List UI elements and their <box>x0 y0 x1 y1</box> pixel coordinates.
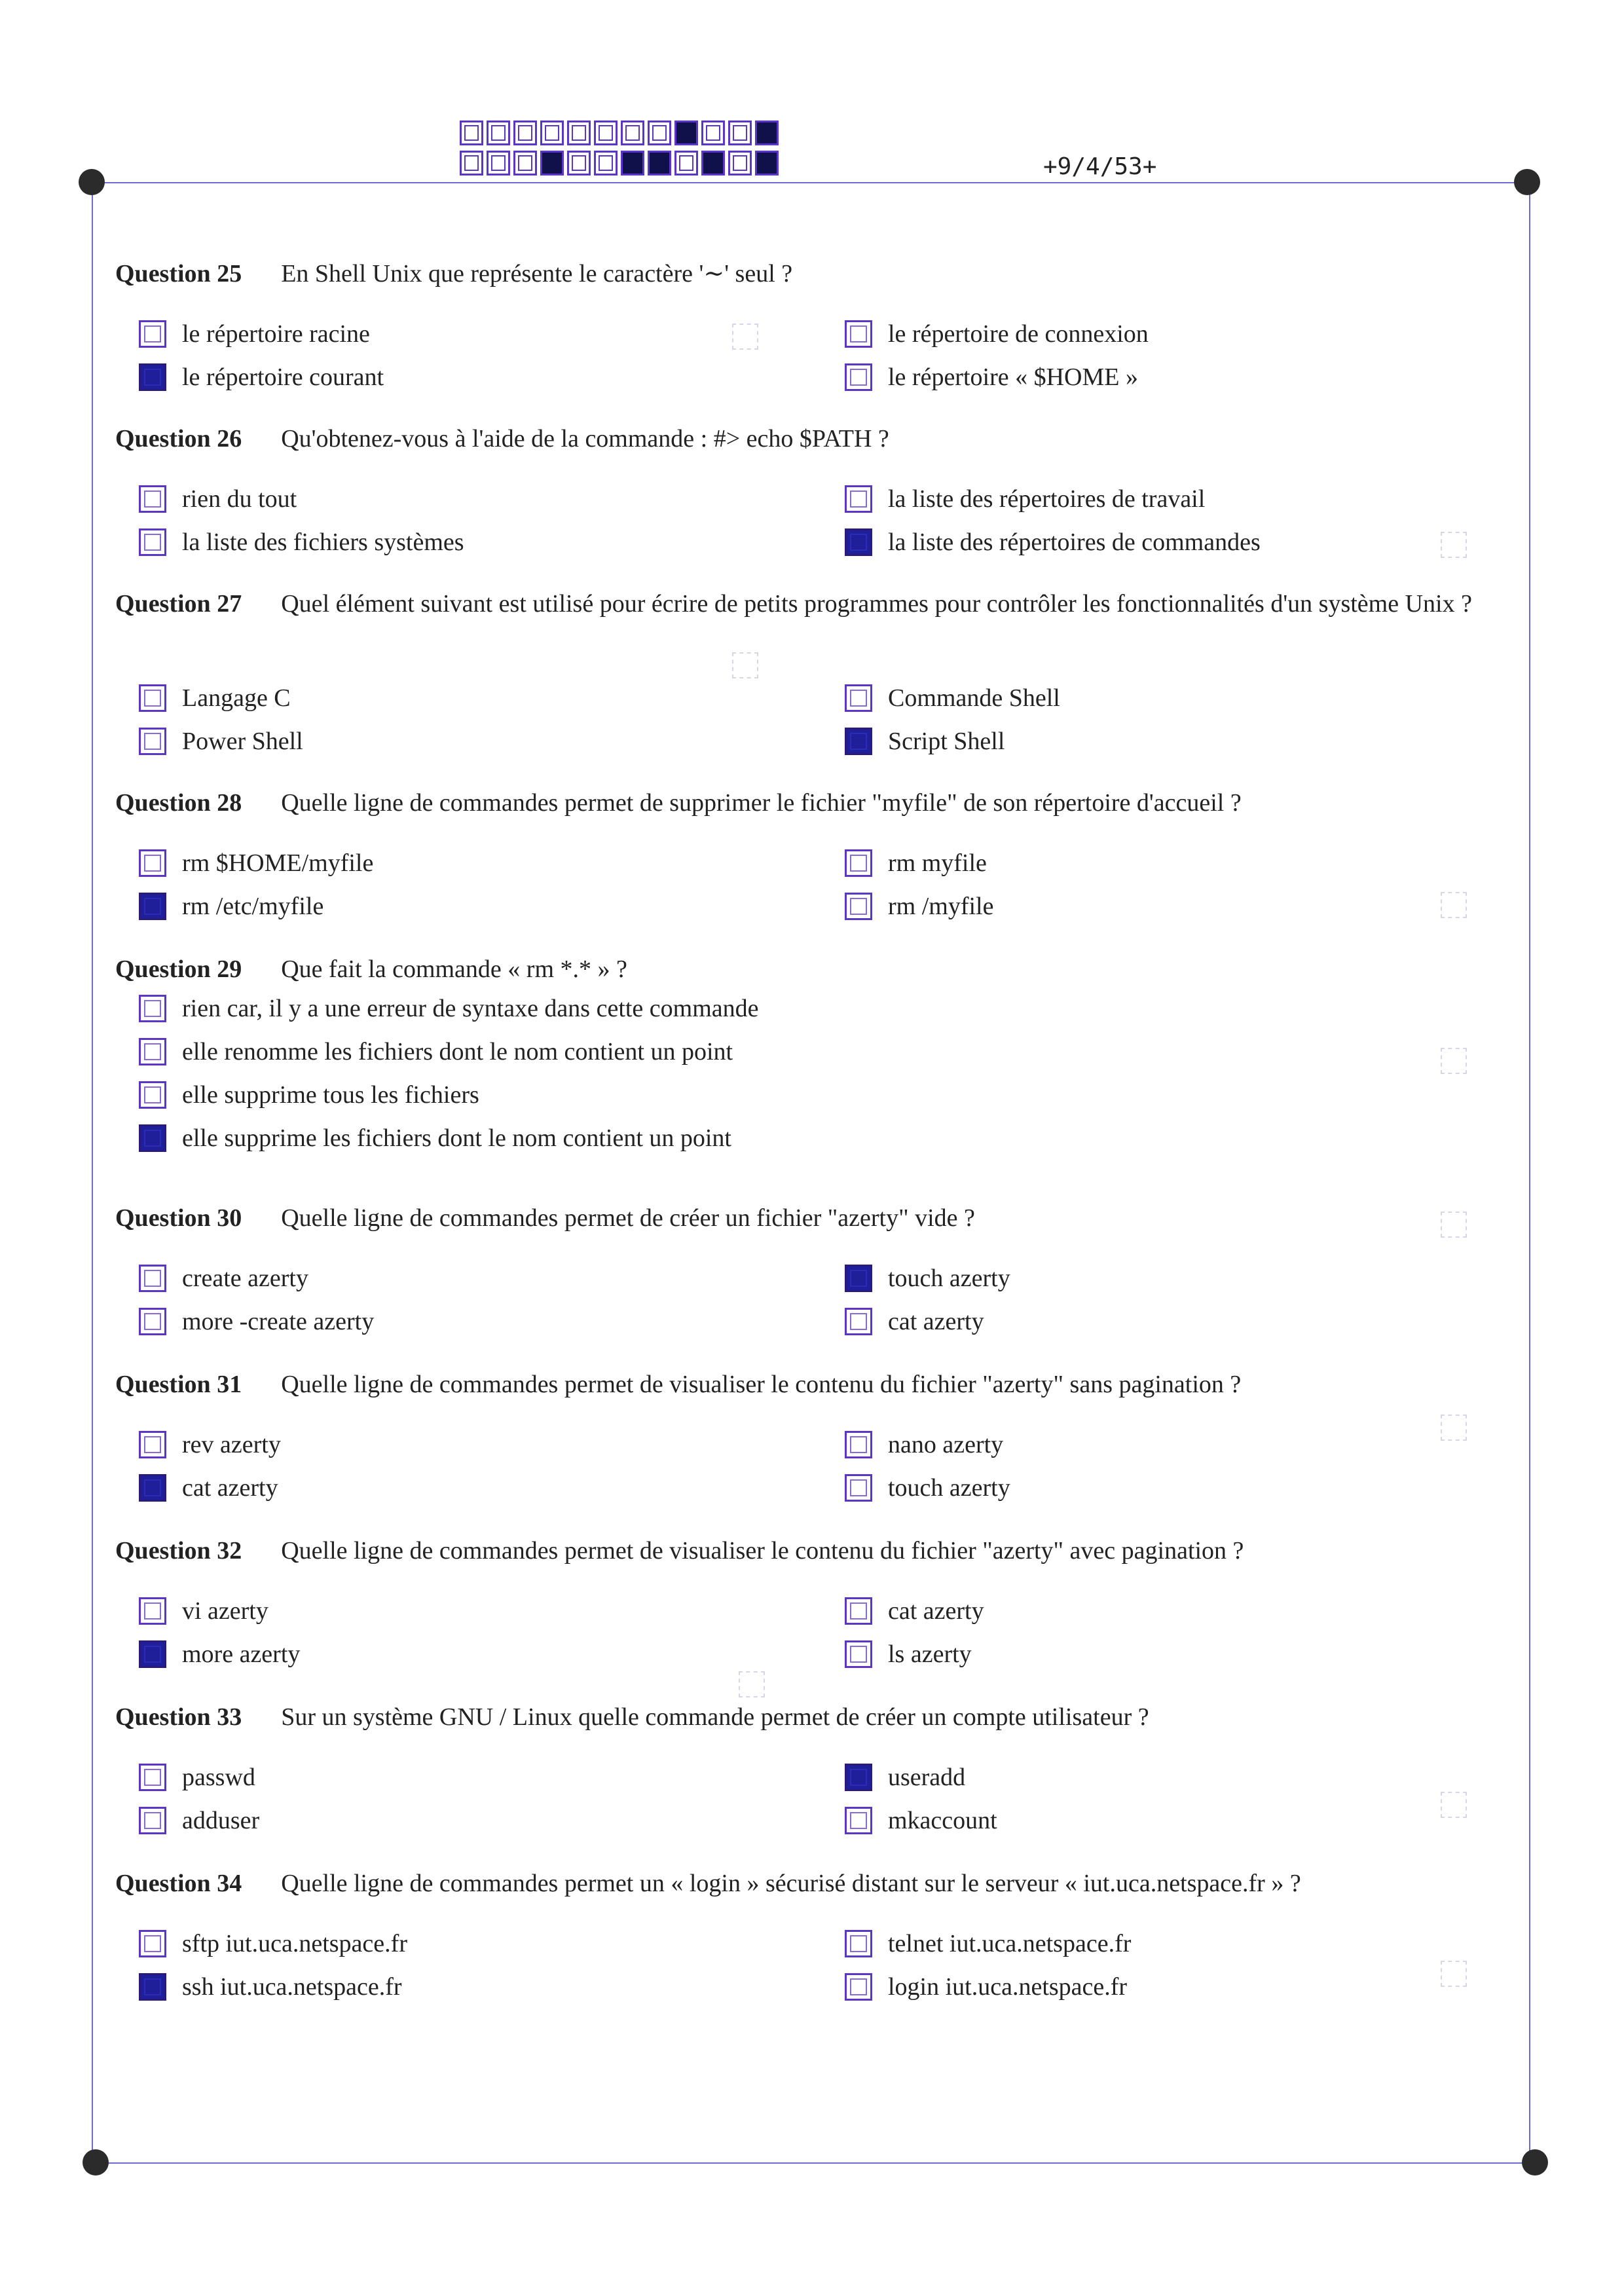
checkbox[interactable] <box>139 995 166 1022</box>
answer-text: cat azerty <box>888 1597 984 1625</box>
answer-text: rm $HOME/myfile <box>182 849 374 877</box>
page-code: +9/4/53+ <box>1043 153 1157 180</box>
id-box <box>674 120 698 145</box>
answer-text: rm /etc/myfile <box>182 893 324 920</box>
question-27 <box>115 587 1504 621</box>
id-box <box>540 151 564 176</box>
question-34 <box>115 1866 1504 1900</box>
id-boxes-row-2 <box>460 151 782 176</box>
answer-option[interactable] <box>139 1122 731 1154</box>
answer-option[interactable] <box>845 682 1060 714</box>
checkbox[interactable] <box>139 1038 166 1065</box>
checked-checkbox[interactable] <box>845 1265 872 1292</box>
answer-option[interactable] <box>139 1928 407 1959</box>
id-box <box>674 151 698 176</box>
answer-text: rm myfile <box>888 849 987 877</box>
answer-option[interactable] <box>139 1306 374 1337</box>
question-28 <box>115 786 1504 820</box>
answer-option[interactable] <box>139 1971 402 2003</box>
checkbox[interactable] <box>845 363 872 391</box>
question-text: Quelle ligne de commandes permet un « login » sécurisé distant sur le serveur « iut.uca.netspace.fr » ? <box>281 1870 1301 1897</box>
answer-text: nano azerty <box>888 1431 1004 1458</box>
answer-option[interactable] <box>845 1971 1127 2003</box>
corner-mark-top-right <box>1514 169 1540 195</box>
checkbox[interactable] <box>845 1431 872 1458</box>
id-box <box>567 151 591 176</box>
answer-text: ssh iut.uca.netspace.fr <box>182 1973 402 2001</box>
checkbox[interactable] <box>139 1081 166 1109</box>
id-box <box>594 151 618 176</box>
checkbox[interactable] <box>845 1930 872 1957</box>
id-box <box>728 151 752 176</box>
id-box <box>621 151 644 176</box>
scan-mark <box>1441 1792 1467 1818</box>
answer-text: Langage C <box>182 684 291 712</box>
checkbox[interactable] <box>845 1474 872 1502</box>
id-box <box>701 151 725 176</box>
checkbox[interactable] <box>845 1807 872 1834</box>
checked-checkbox[interactable] <box>139 893 166 920</box>
answer-text: touch azerty <box>888 1265 1010 1292</box>
answer-text: sftp iut.uca.netspace.fr <box>182 1930 407 1957</box>
checked-checkbox[interactable] <box>845 728 872 755</box>
answer-option[interactable] <box>139 527 464 558</box>
answer-option[interactable] <box>139 483 297 515</box>
answer-text: elle supprime les fichiers dont le nom contient un point <box>182 1124 731 1152</box>
checkbox[interactable] <box>845 893 872 920</box>
answer-option[interactable] <box>845 1472 1010 1504</box>
question-label: Question 25 <box>115 260 242 287</box>
frame-top <box>92 182 1529 183</box>
checkbox[interactable] <box>139 485 166 513</box>
question-25 <box>115 257 1504 291</box>
id-box <box>460 151 483 176</box>
answer-text: touch azerty <box>888 1474 1010 1502</box>
question-label: Question 34 <box>115 1870 242 1897</box>
answer-text: ls azerty <box>888 1640 972 1668</box>
checkbox[interactable] <box>845 1973 872 2001</box>
answer-text: cat azerty <box>182 1474 278 1502</box>
checkbox[interactable] <box>845 1308 872 1335</box>
id-box <box>701 120 725 145</box>
checkbox[interactable] <box>845 1597 872 1625</box>
answer-option[interactable] <box>845 1429 1003 1460</box>
answer-text: useradd <box>888 1764 966 1791</box>
answer-option[interactable] <box>845 1639 972 1670</box>
scan-mark <box>732 324 758 350</box>
checkbox[interactable] <box>139 1597 166 1625</box>
answer-option[interactable] <box>139 1595 268 1627</box>
answer-option[interactable] <box>845 527 1261 558</box>
answer-option[interactable] <box>139 1079 479 1111</box>
checkbox[interactable] <box>139 684 166 712</box>
id-box <box>648 120 671 145</box>
checkbox[interactable] <box>139 1807 166 1834</box>
answer-text: elle renomme les fichiers dont le nom contient un point <box>182 1038 733 1065</box>
answer-text: le répertoire de connexion <box>888 320 1149 348</box>
question-26 <box>115 422 1504 456</box>
frame-bottom <box>95 2162 1536 2164</box>
frame-left <box>92 182 93 2164</box>
frame-right <box>1529 182 1530 2164</box>
checked-checkbox[interactable] <box>139 1124 166 1152</box>
answer-text: la liste des répertoires de commandes <box>888 528 1261 556</box>
answer-option[interactable] <box>845 891 993 922</box>
id-box <box>648 151 671 176</box>
scan-mark <box>1441 1961 1467 1987</box>
answer-option[interactable] <box>845 1306 984 1337</box>
answer-text: adduser <box>182 1807 260 1834</box>
answer-option[interactable] <box>139 1762 255 1793</box>
id-box <box>594 120 618 145</box>
answer-option[interactable] <box>845 361 1138 393</box>
question-label: Question 26 <box>115 425 242 453</box>
answer-text: rm /myfile <box>888 893 994 920</box>
answer-option[interactable] <box>845 1595 984 1627</box>
answer-option[interactable] <box>845 847 987 879</box>
scan-mark <box>1441 892 1467 918</box>
answer-option[interactable] <box>139 318 370 350</box>
answer-text: rev azerty <box>182 1431 281 1458</box>
scan-mark <box>732 652 758 678</box>
answer-text: more azerty <box>182 1640 301 1668</box>
question-text: Que fait la commande « rm *.* » ? <box>281 955 627 983</box>
corner-mark-bottom-left <box>83 2149 109 2176</box>
answer-option[interactable] <box>139 1036 733 1067</box>
answer-option[interactable] <box>139 1263 308 1294</box>
id-box <box>513 151 537 176</box>
id-box <box>728 120 752 145</box>
question-32 <box>115 1534 1504 1568</box>
id-box <box>513 120 537 145</box>
checkbox[interactable] <box>139 1930 166 1957</box>
checkbox[interactable] <box>139 320 166 348</box>
question-label: Question 27 <box>115 590 242 618</box>
id-box <box>755 120 779 145</box>
question-label: Question 31 <box>115 1371 242 1398</box>
answer-text: more -create azerty <box>182 1308 375 1335</box>
answer-text: mkaccount <box>888 1807 997 1834</box>
answer-text: elle supprime tous les fichiers <box>182 1081 479 1109</box>
answer-option[interactable] <box>139 1805 259 1836</box>
answer-text: create azerty <box>182 1265 308 1292</box>
question-text: Quelle ligne de commandes permet de visualiser le contenu du fichier "azerty" avec pagination ? <box>281 1537 1244 1565</box>
answer-option[interactable] <box>845 1263 1010 1294</box>
checkbox[interactable] <box>139 528 166 556</box>
question-text: En Shell Unix que représente le caractère '∼' seul ? <box>281 260 793 287</box>
scan-mark <box>1441 532 1467 558</box>
checkbox[interactable] <box>139 728 166 755</box>
checked-checkbox[interactable] <box>139 1973 166 2001</box>
answer-option[interactable] <box>845 1762 965 1793</box>
answer-text: telnet iut.uca.netspace.fr <box>888 1930 1132 1957</box>
question-text: Quelle ligne de commandes permet de supprimer le fichier "myfile" de son répertoire d'accueil ? <box>281 789 1242 817</box>
answer-text: vi azerty <box>182 1597 268 1625</box>
answer-text: rien car, il y a une erreur de syntaxe dans cette commande <box>182 995 759 1022</box>
checkbox[interactable] <box>845 320 872 348</box>
answer-text: la liste des fichiers systèmes <box>182 528 464 556</box>
answer-option[interactable] <box>139 993 759 1024</box>
question-29 <box>115 952 1504 986</box>
checkbox[interactable] <box>845 684 872 712</box>
id-box <box>460 120 483 145</box>
checkbox[interactable] <box>845 485 872 513</box>
question-label: Question 30 <box>115 1204 242 1232</box>
answer-text: le répertoire « $HOME » <box>888 363 1138 391</box>
question-text: Quelle ligne de commandes permet de visualiser le contenu du fichier "azerty" sans pagination ? <box>281 1371 1242 1398</box>
answer-option[interactable] <box>139 1472 278 1504</box>
checkbox[interactable] <box>845 849 872 877</box>
answer-option[interactable] <box>139 847 373 879</box>
answer-option[interactable] <box>845 318 1149 350</box>
corner-mark-bottom-right <box>1522 2149 1548 2176</box>
question-text: Quel élément suivant est utilisé pour écrire de petits programmes pour contrôler les fonctionnalités d'un système Unix ? <box>281 590 1472 618</box>
answer-option[interactable] <box>845 726 1005 757</box>
checked-checkbox[interactable] <box>139 363 166 391</box>
id-box <box>567 120 591 145</box>
answer-option[interactable] <box>139 361 384 393</box>
question-label: Question 32 <box>115 1537 242 1565</box>
corner-mark-top-left <box>79 169 105 195</box>
scan-mark <box>1441 1415 1467 1441</box>
question-33 <box>115 1700 1504 1734</box>
question-label: Question 29 <box>115 955 242 983</box>
id-box <box>621 120 644 145</box>
answer-option[interactable] <box>845 483 1205 515</box>
checkbox[interactable] <box>139 1265 166 1292</box>
question-label: Question 33 <box>115 1703 242 1731</box>
id-boxes-row-1 <box>460 120 782 145</box>
answer-option[interactable] <box>139 726 303 757</box>
question-text: Quelle ligne de commandes permet de créer un fichier "azerty" vide ? <box>281 1204 975 1232</box>
answer-option[interactable] <box>139 1639 300 1670</box>
answer-text: login iut.uca.netspace.fr <box>888 1973 1128 2001</box>
answer-text: Script Shell <box>888 728 1005 755</box>
question-text: Sur un système GNU / Linux quelle commande permet de créer un compte utilisateur ? <box>281 1703 1149 1731</box>
checkbox[interactable] <box>139 1431 166 1458</box>
checkbox[interactable] <box>139 1308 166 1335</box>
answer-text: Power Shell <box>182 728 303 755</box>
id-box <box>540 120 564 145</box>
answer-text: cat azerty <box>888 1308 984 1335</box>
question-label: Question 28 <box>115 789 242 817</box>
answer-option[interactable] <box>139 1429 281 1460</box>
scan-mark <box>1441 1048 1467 1074</box>
checked-checkbox[interactable] <box>845 528 872 556</box>
id-box <box>487 151 510 176</box>
checkbox[interactable] <box>139 849 166 877</box>
scan-mark <box>739 1671 765 1697</box>
checkbox[interactable] <box>139 1764 166 1791</box>
checked-checkbox[interactable] <box>139 1640 166 1668</box>
question-30 <box>115 1201 1504 1235</box>
answer-text: la liste des répertoires de travail <box>888 485 1206 513</box>
answer-option[interactable] <box>845 1928 1131 1959</box>
answer-text: rien du tout <box>182 485 297 513</box>
answer-text: Commande Shell <box>888 684 1060 712</box>
answer-option[interactable] <box>139 891 323 922</box>
checked-checkbox[interactable] <box>139 1474 166 1502</box>
checkbox[interactable] <box>845 1640 872 1668</box>
answer-text: passwd <box>182 1764 255 1791</box>
question-text: Qu'obtenez-vous à l'aide de la commande : #> echo $PATH ? <box>281 425 889 453</box>
answer-option[interactable] <box>845 1805 997 1836</box>
id-box <box>487 120 510 145</box>
answer-text: le répertoire courant <box>182 363 384 391</box>
answer-text: le répertoire racine <box>182 320 370 348</box>
question-31 <box>115 1367 1504 1401</box>
checked-checkbox[interactable] <box>845 1764 872 1791</box>
id-box <box>755 151 779 176</box>
answer-option[interactable] <box>139 682 291 714</box>
